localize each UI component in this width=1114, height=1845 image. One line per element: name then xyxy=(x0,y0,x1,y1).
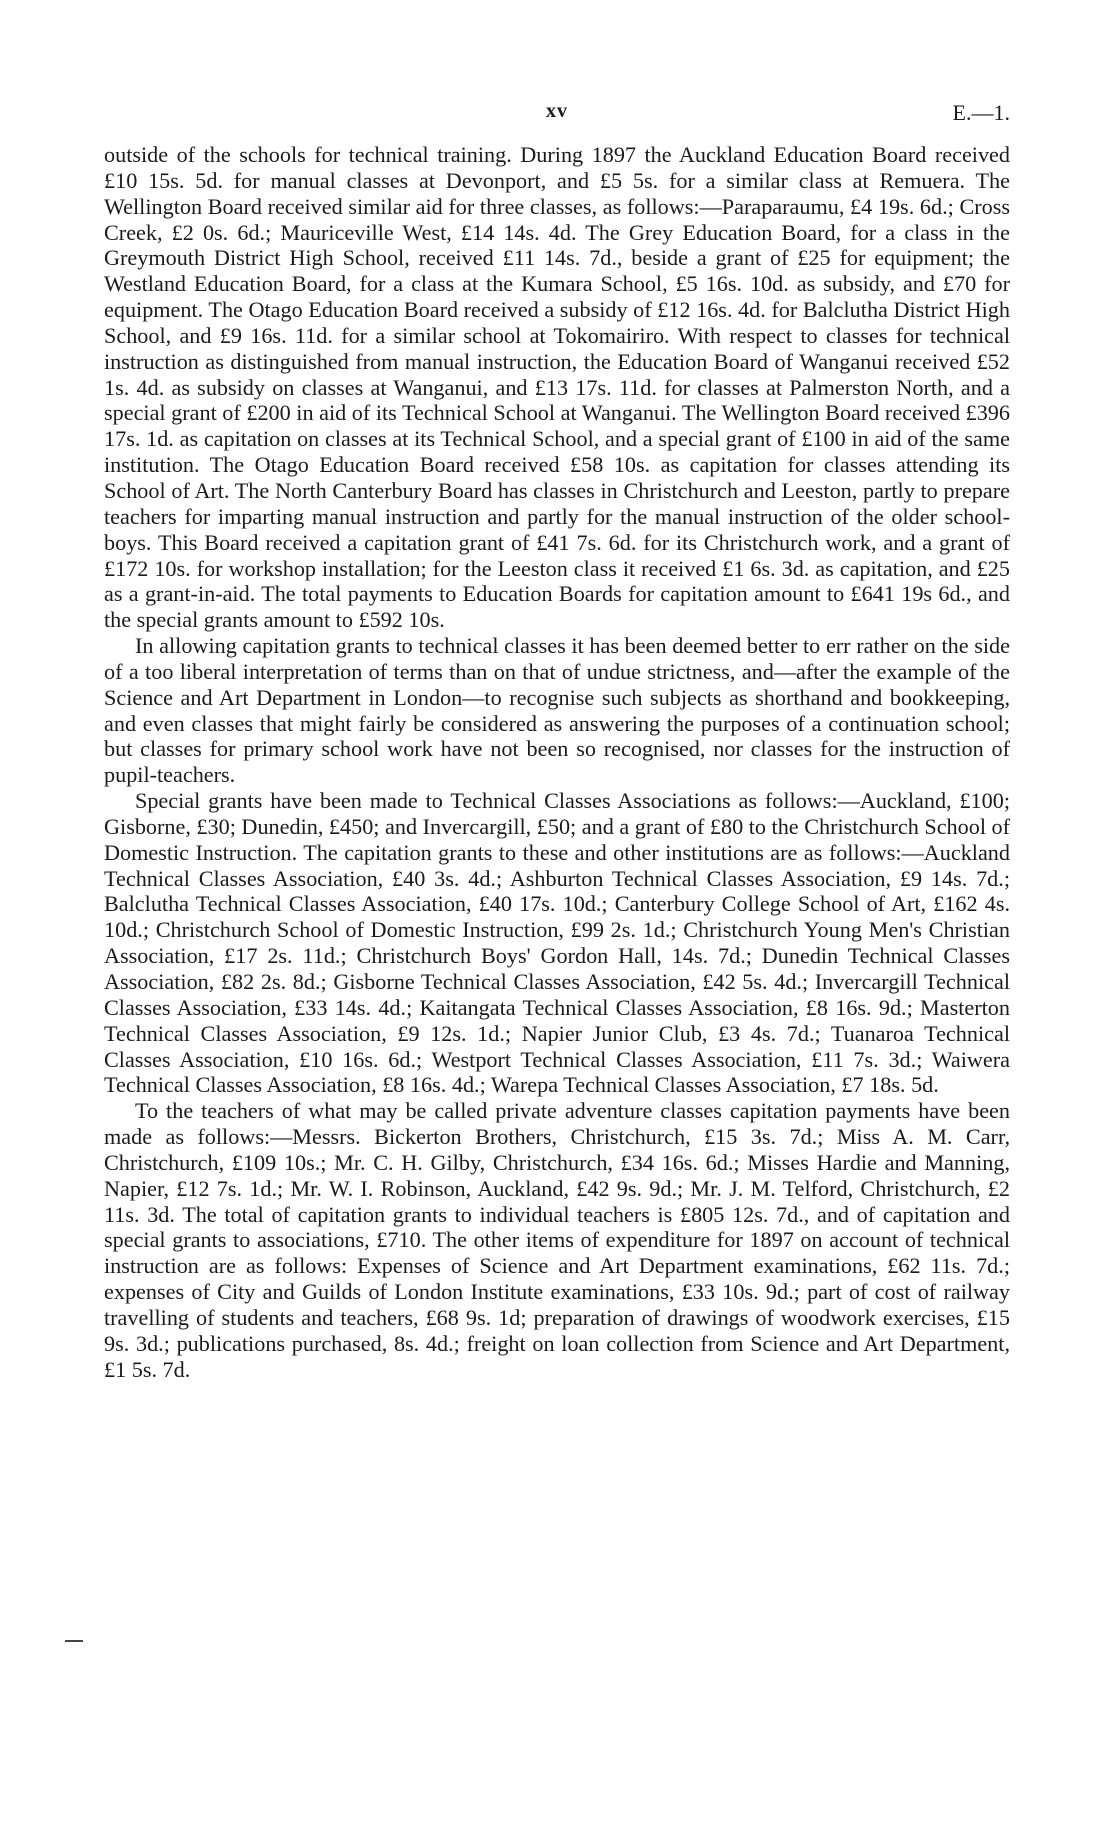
document-reference: E.—1. xyxy=(952,100,1010,125)
page-header xyxy=(104,100,1010,130)
paragraph-associations-grants: Special grants have been made to Technical Classes Associations as follows:—Auckland, £100; Gisborne, £30; Dunedin, £450; and Invercargill, £50; and a grant of £80 to the Christchurch School of Domestic Instruction. The capitation grants to these and other institutions are as follows:—Auckland Technical Classes Association, £40 3s. 4d.; Ashburton Technical Classes Association, £9 14s. 7d.; Balclutha Technical Classes Association, £40 17s. 10d.; Canterbury College School of Art, £162 4s. 10d.; Christchurch School of Domestic Instruction, £99 2s. 1d.; Christchurch Young Men's Christian Association, £17 2s. 11d.; Christchurch Boys' Gordon Hall, 14s. 7d.; Dunedin Technical Classes Association, £82 2s. 8d.; Gisborne Technical Classes Association, £42 5s. 4d.; Invercargill Technical Classes Association, £33 14s. 4d.; Kaitangata Technical Classes Association, £8 16s. 9d.; Masterton Technical Classes Association, £9 12s. 1d.; Napier Junior Club, £3 4s. 7d.; Tuanaroa Technical Classes Association, £10 16s. 6d.; Westport Technical Classes Association, £11 7s. 3d.; Waiwera Technical Classes Association, £8 16s. 4d.; Warepa Technical Classes Association, £7 18s. 5d. xyxy=(104,788,1011,1098)
margin-mark xyxy=(65,1640,83,1642)
page-number: xv xyxy=(546,100,568,122)
paragraph-private-classes: To the teachers of what may be called private adventure classes capitation payments have been made as follows:—Messrs. Bickerton Brothers, Christchurch, £15 3s. 7d.; Miss A. M. Carr, Christchurch, £109 10s.; Mr. C. H. Gilby, Christchurch, £34 16s. 6d.; Misses Hardie and Manning, Napier, £12 7s. 1d.; Mr. W. I. Robinson, Auckland, £42 9s. 9d.; Mr. J. M. Telford, Christchurch, £2 11s. 3d. The total of capitation grants to individual teachers is £805 12s. 7d., and of capitation and special grants to associations, £710. The other items of expenditure for 1897 on account of technical instruction are as follows: Expenses of Science and Art Department examinations, £62 11s. 7d.; expenses of City and Guilds of London Institute examinations, £33 10s. 9d.; part of cost of railway travelling of students and teachers, £68 9s. 1d; preparation of drawings of woodwork exercises, £15 9s. 3d.; publications purchased, 8s. 4d.; freight on loan collection from Science and Art Department, £1 5s. 7d. xyxy=(104,1098,1010,1382)
paragraph-manual-classes: outside of the schools for technical training. During 1897 the Auckland Education Board received £10 15s. 5d. for manual classes at Devonport, and £5 5s. for a similar class at Remuera. The Wellington Board received similar aid for three classes, as follows:—Paraparaumu, £4 19s. 6d.; Cross Creek, £2 0s. 6d.; Mauriceville West, £14 14s. 4d. The Grey Education Board, for a class in the Greymouth District High School, received £11 14s. 7d., beside a grant of £25 for equipment; the Westland Education Board, for a class at the Kumara School, £5 16s. 10d. as subsidy, and £70 for equipment. The Otago Education Board received a subsidy of £12 16s. 4d. for Balclutha District High School, and £9 16s. 11d. for a similar school at Tokomairiro. With respect to classes for technical instruction as distinguished from manual instruction, the Education Board of Wanganui received £52 1s. 4d. as subsidy on classes at Wanganui, and £13 17s. 11d. for classes at Palmerston North, and a special grant of £200 in aid of its Technical School at Wanganui. The Wellington Board received £396 17s. 1d. as capitation on classes at its Technical School, and a special grant of £100 in aid of the same institution. The Otago Education Board received £58 10s. as capitation for classes attending its School of Art. The North Canterbury Board has classes in Christchurch and Leeston, partly to prepare teachers for imparting manual instruction and partly for the manual instruction of the older school-boys. This Board received a capitation grant of £41 7s. 6d. for its Christchurch work, and a grant of £172 10s. for workshop installation; for the Leeston class it received £1 6s. 3d. as capitation, and £25 as a grant-in-aid. The total payments to Education Boards for capitation amount to £641 19s 6d., and the special grants amount to £592 10s. xyxy=(104,142,1010,633)
body-text xyxy=(104,142,1010,1383)
paragraph-capitation-policy: In allowing capitation grants to technical classes it has been deemed better to err rather on the side of a too liberal interpretation of terms than on that of undue strictness, and—after the example of the Science and Art Department in London—to recognise such subjects as shorthand and bookkeeping, and even classes that might fairly be considered as answering the purposes of a continuation school; but classes for primary school work have not been so recognised, nor classes for the instruction of pupil-teachers. xyxy=(104,633,1010,788)
